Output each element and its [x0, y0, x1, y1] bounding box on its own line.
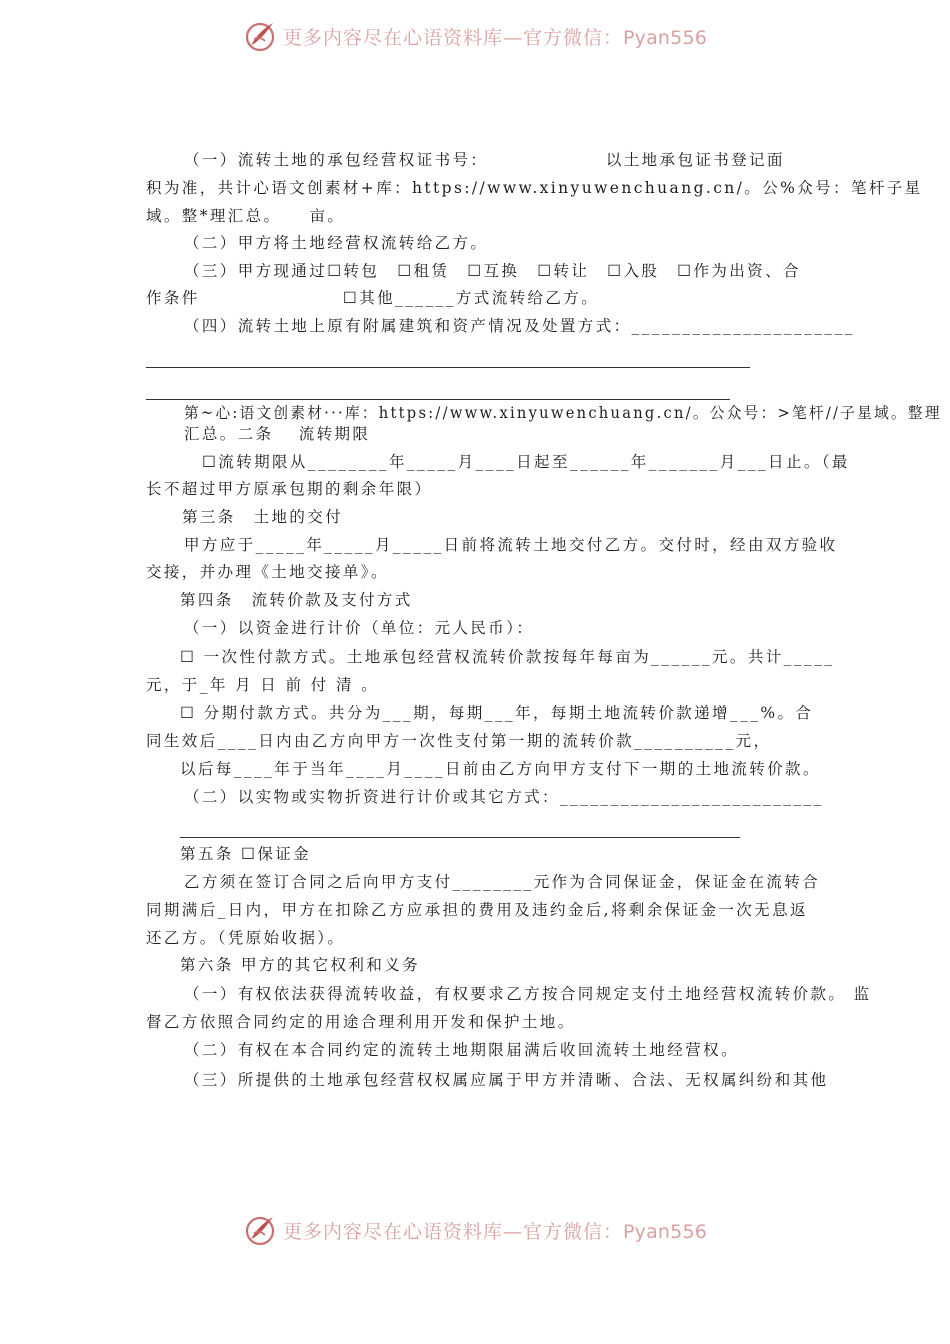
text-line: ☐ 一次性付款方式。土地承包经营权流转价款按每年每亩为______元。共计_____ [180, 648, 835, 666]
text-line: 积为准，共计心语文创素材+库：https://www.xinyuwenchuang.cn/。公%众号：笔杆子星 [146, 179, 923, 197]
text-line: （一）有权依法获得流转收益，有权要求乙方按合同规定支付土地经营权流转价款。 监 [184, 985, 872, 1003]
blank-fill-line [146, 367, 750, 368]
section-heading: 第四条 流转价款及支付方式 [180, 591, 413, 609]
text-line: （二）有权在本合同约定的流转土地期限届满后收回流转土地经营权。 [184, 1041, 739, 1059]
text-line: 以后每____年于当年____月____日前由乙方向甲方支付下一期的土地流转价款。 [180, 760, 821, 778]
text-line: 乙方须在签订合同之后向甲方支付________元作为合同保证金，保证金在流转合 [184, 873, 821, 891]
header-watermark-banner [0, 16, 950, 56]
text-line: （三）所提供的土地承包经营权权属应属于甲方并清晰、合法、无权属纠纷和其他 [184, 1071, 829, 1089]
section-heading: 第三条 土地的交付 [182, 508, 344, 526]
text-line: 督乙方依照合同约定的用途合理利用开发和保护土地。 [146, 1013, 576, 1031]
text-line: 域。整*理汇总。 亩。 [146, 207, 346, 225]
text-line: 汇总。二条 流转期限 [184, 425, 371, 443]
text-line: 长不超过甲方原承包期的剩余年限） [146, 480, 433, 498]
text-line: （二）甲方将土地经营权流转给乙方。 [184, 234, 489, 252]
banner-text: 更多内容尽在心语资料库—官方微信：Pyan556 [282, 1220, 708, 1243]
text-line: 元，于_年 月 日 前 付 清 。 [146, 676, 380, 694]
banner-text: 更多内容尽在心语资料库—官方微信：Pyan556 [282, 26, 708, 49]
text-line: 同生效后____日内由乙方向甲方一次性支付第一期的流转价款__________元， [146, 732, 772, 750]
text-line: 还乙方。（凭原始收据）。 [146, 929, 346, 947]
text-line: （一）流转土地的承包经营权证书号： 以土地承包证书登记面 [184, 151, 785, 169]
swirl-feather-logo-icon [243, 19, 277, 53]
text-line: 作条件 ☐其他______方式流转给乙方。 [146, 289, 600, 307]
section-heading: 第六条 甲方的其它权利和义务 [180, 956, 421, 974]
blank-fill-line [146, 399, 730, 400]
text-line: 交接，并办理《土地交接单》。 [146, 563, 389, 581]
section-heading: 第五条 ☐保证金 [180, 845, 312, 863]
text-line: （四）流转土地上原有附属建筑和资产情况及处置方式：______________________ [184, 317, 855, 335]
text-line: （一）以资金进行计价（单位：元人民币）： [184, 619, 535, 637]
text-line: ☐流转期限从________年_____月____日起至______年_______月___日止。（最 [202, 453, 850, 471]
blank-fill-line [180, 837, 740, 838]
text-line: （三）甲方现通过☐转包 ☐租赁 ☐互换 ☐转让 ☐入股 ☐作为出资、合 [184, 262, 801, 280]
text-line: 第~心:语文创素材···库：https://www.xinyuwenchuang.cn/。公众号：>笔杆//子星域。整理 [184, 404, 942, 422]
text-line: （二）以实物或实物折资进行计价或其它方式：__________________________ [184, 788, 824, 806]
text-line: ☐ 分期付款方式。共分为___期，每期___年，每期土地流转价款递增___%。合 [180, 704, 814, 722]
swirl-feather-logo-icon [243, 1213, 277, 1247]
text-line: 甲方应于_____年_____月_____日前将流转土地交付乙方。交付时，经由双方验收 [184, 536, 838, 554]
footer-watermark-banner [0, 1210, 950, 1250]
text-line: 同期满后_日内，甲方在扣除乙方应承担的费用及违约金后,将剩余保证金一次无息返 [146, 901, 808, 919]
